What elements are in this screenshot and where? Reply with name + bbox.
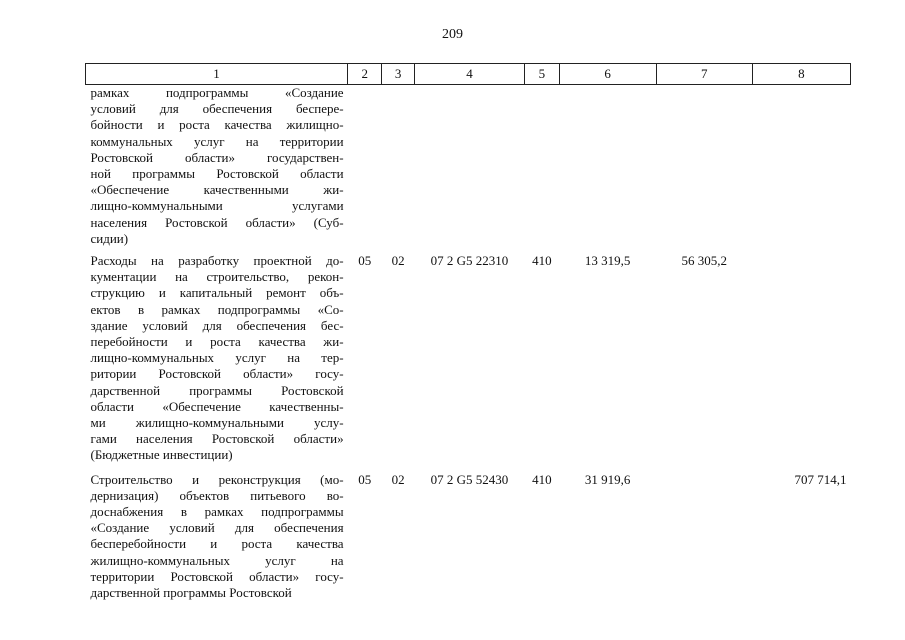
cell-amount-1 [559,85,656,248]
description-line: сидии) [90,230,129,246]
header-col-6: 6 [559,64,656,85]
cell-subsection: 02 [391,253,405,269]
cell-description [86,85,348,248]
description-line: дернизация) объектов питьевого во- [90,487,344,503]
cell-section: 05 [358,253,372,269]
cell-description [86,247,348,466]
description-line: рамках подпрограммы «Создание [90,85,344,100]
description-line: ектов в рамках подпрограммы «Со- [90,301,344,317]
cell-expense-type: 410 [532,471,552,487]
cell-expense-type: 410 [532,253,552,269]
description-line: дарственной программы Ростовской [90,585,292,601]
description-line: перебойности и роста качества жи- [90,334,344,350]
header-col-4: 4 [414,64,524,85]
cell-target-article: 07 2 G5 22310 [430,253,509,269]
description-line: лищно-коммунальными услугами [90,198,344,214]
description-line: лищно-коммунальных услуг на тер- [90,350,344,366]
description-line: бесперебойности и роста качества [90,536,344,552]
cell-amount-3 [752,85,850,248]
cell-target-article [414,85,524,248]
description-line: территории Ростовской области» госу- [90,568,344,584]
description-line: бойности и роста качества жилищно- [90,117,344,133]
description-line: доснабжения в рамках подпрограммы [90,504,344,520]
description-line: ной программы Ростовской области [90,166,344,182]
description-line: условий для обеспечения беспере- [90,101,344,117]
description-line: (Бюджетные инвестиции) [90,447,233,463]
cell-subsection [382,85,414,248]
description-line: Расходы на разработку проектной до- [90,253,344,269]
cell-amount-2 [656,466,752,604]
cell-amount-1: 13 319,5 [584,253,631,269]
cell-amount-1: 31 919,6 [584,471,631,487]
description-line: дарственной программы Ростовской [90,382,344,398]
cell-section [348,85,382,248]
header-col-8: 8 [752,64,850,85]
cell-amount-2 [656,85,752,248]
header-col-3: 3 [382,64,414,85]
description-line: ми жилищно-коммунальными услу- [90,415,344,431]
cell-amount-2: 56 305,2 [681,253,727,269]
table-row [86,466,851,604]
description-line: области «Обеспечение качественны- [90,398,344,414]
cell-description [86,466,348,604]
description-line: Ростовской области» государствен- [90,149,344,165]
header-col-5: 5 [525,64,559,85]
budget-table [85,63,851,603]
cell-subsection: 02 [391,471,405,487]
description-line: гами населения Ростовской области» [90,431,344,447]
description-line: струкцию и капитальный ремонт объ- [90,285,344,301]
cell-amount-3 [752,247,850,466]
cell-amount-3: 707 714,1 [794,471,847,487]
header-col-7: 7 [656,64,752,85]
description-line: ритории Ростовской области» госу- [90,366,344,382]
description-line: коммунальных услуг на территории [90,133,344,149]
cell-target-article: 07 2 G5 52430 [430,471,509,487]
cell-expense-type [525,85,559,248]
header-col-2: 2 [348,64,382,85]
description-line: здание условий для обеспечения бес- [90,317,344,333]
page-number: 209 [442,27,463,42]
description-line: жилищно-коммунальных услуг на [90,552,344,568]
description-line: кументации на строительство, рекон- [90,269,344,285]
description-line: «Создание условий для обеспечения [90,520,344,536]
description-line: «Обеспечение качественными жи- [90,182,344,198]
cell-section: 05 [358,471,372,487]
description-line: Строительство и реконструкция (мо- [90,471,344,487]
description-line: населения Ростовской области» (Суб- [90,214,344,230]
table-row [86,85,851,248]
header-col-1: 1 [86,64,348,85]
header-row [86,64,851,85]
table-row [86,247,851,466]
